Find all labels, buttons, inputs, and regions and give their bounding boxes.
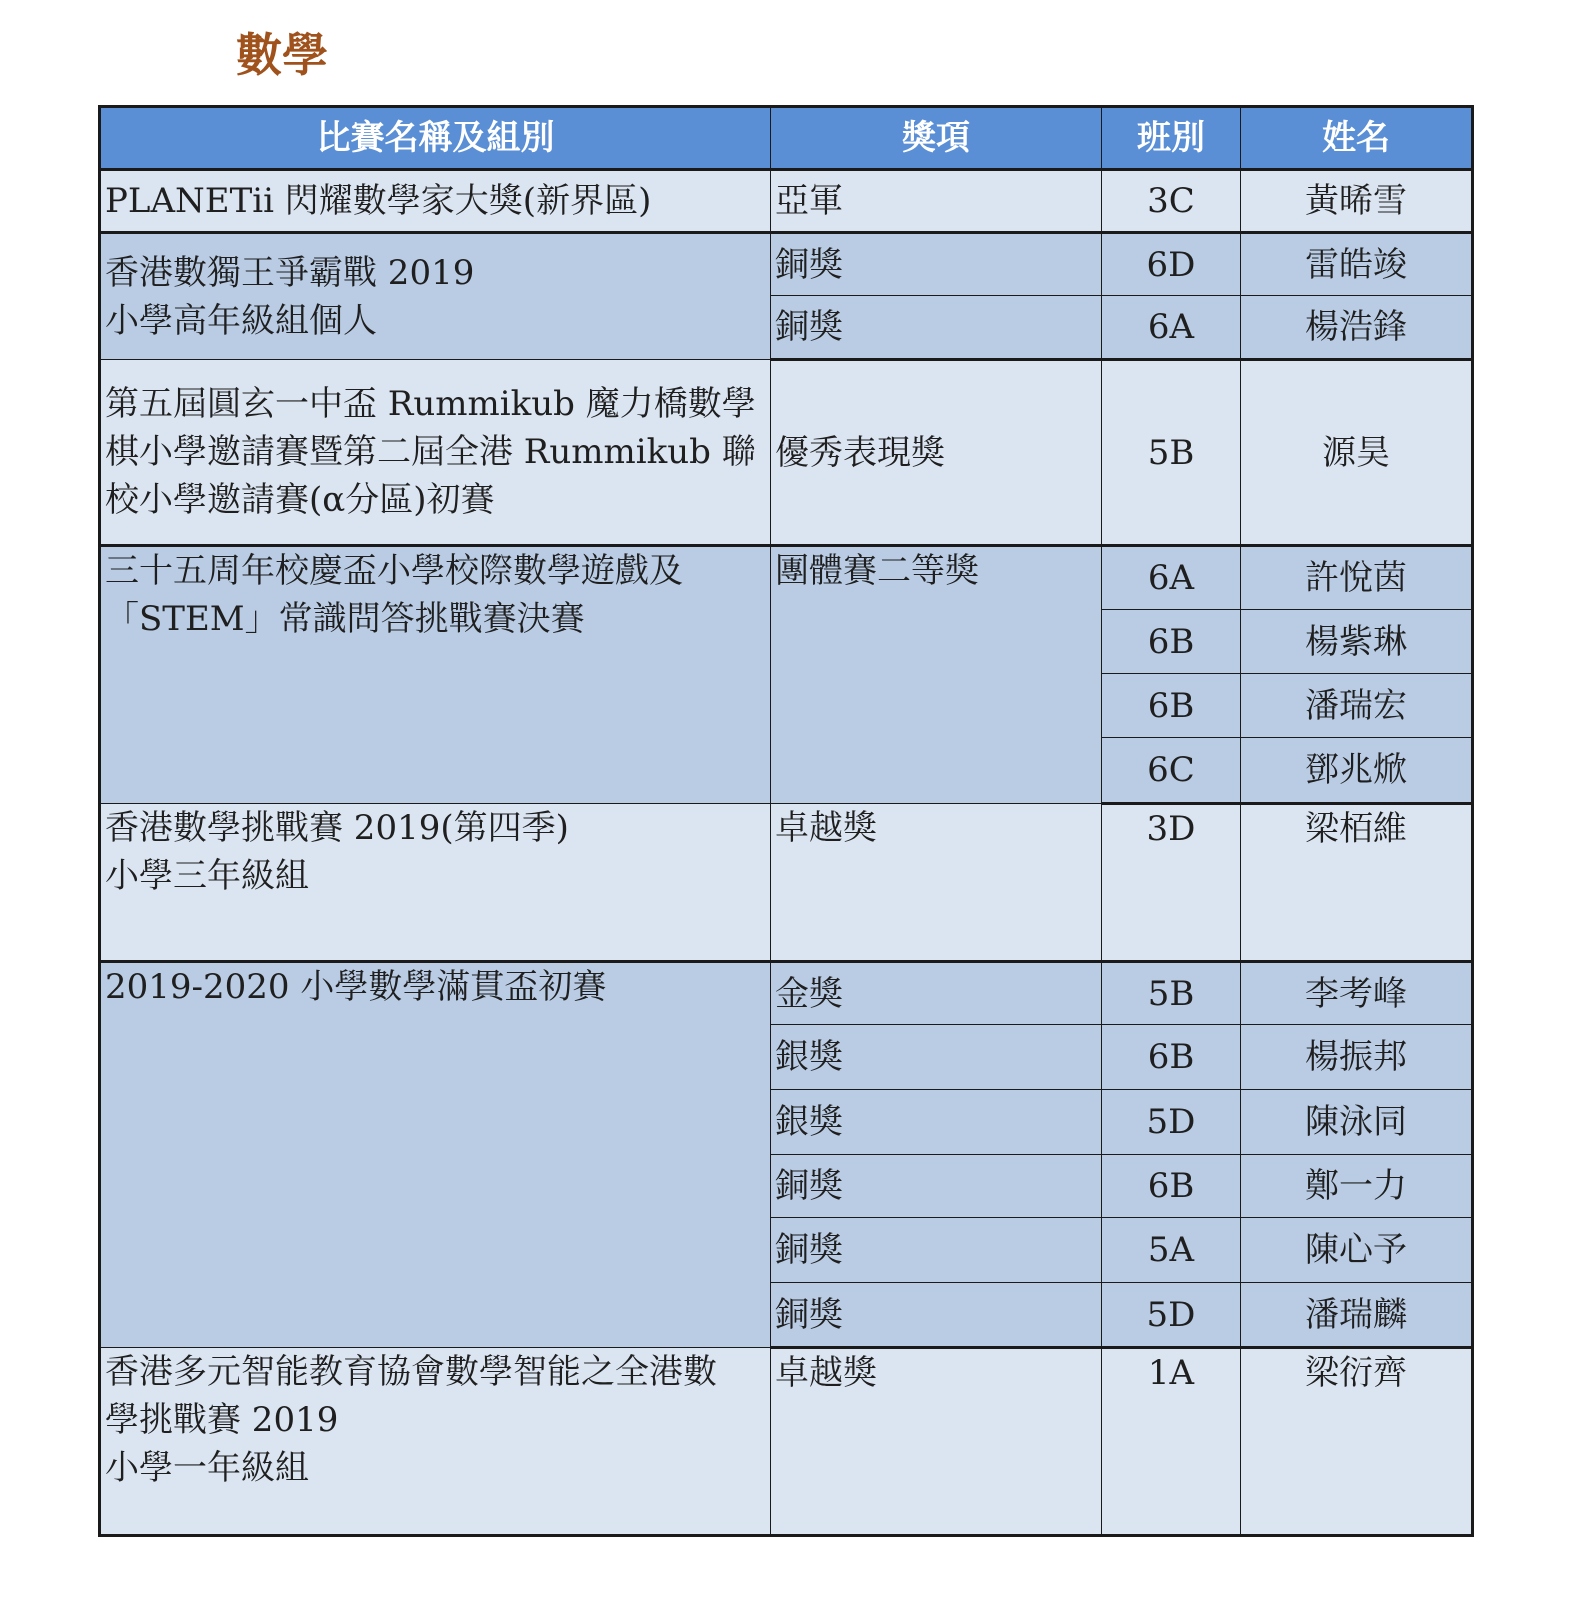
header-name: 姓名 [1241,107,1473,170]
table-row [100,546,1473,610]
student-name-cell: 雷皓竣 [1241,233,1473,296]
competition-line: 棋小學邀請賽暨第二屆全港 Rummikub 聯 [105,432,756,472]
class-cell: 1A [1102,1348,1241,1536]
table-row [100,170,1473,233]
student-name-cell: 陳泳同 [1241,1090,1473,1155]
class-cell: 3C [1102,170,1241,233]
award-cell: 銀獎 [771,1025,1102,1090]
header-class: 班別 [1102,107,1241,170]
page-title: 數學 [236,28,328,82]
table-row [100,804,1473,962]
competition-cell [100,1348,771,1536]
student-name-cell: 許悅茵 [1241,546,1473,610]
class-cell: 6B [1102,674,1241,738]
student-name-cell: 潘瑞宏 [1241,674,1473,738]
competition-line: PLANETii 閃耀數學家大獎(新界區) [105,181,652,221]
table-row [100,1348,1473,1536]
student-name-cell: 鄧兆焮 [1241,738,1473,804]
table-row [100,233,1473,296]
class-cell: 5D [1102,1283,1241,1348]
award-cell: 團體賽二等獎 [771,546,1102,804]
competition-cell [100,546,771,804]
competition-cell [100,170,771,233]
competition-line: 第五屆圓玄一中盃 Rummikub 魔力橋數學 [105,384,756,424]
competition-cell [100,360,771,546]
competition-line: 「STEM」常識問答挑戰賽決賽 [105,599,585,639]
student-name-cell: 楊振邦 [1241,1025,1473,1090]
competition-line: 香港數獨王爭霸戰 2019 [105,252,475,293]
class-cell: 6B [1102,610,1241,674]
competition-line: 香港數學挑戰賽 2019(第四季) [105,808,569,848]
class-cell: 6A [1102,546,1241,610]
competition-line: 小學一年級組 [105,1448,309,1488]
header-row [100,107,1473,170]
award-cell: 優秀表現獎 [771,360,1102,546]
student-name-cell: 源昊 [1241,360,1473,546]
header-award: 獎項 [771,107,1102,170]
award-cell: 金獎 [771,962,1102,1025]
student-name-cell: 黃晞雪 [1241,170,1473,233]
competition-cell [100,804,771,962]
student-name-cell: 陳心予 [1241,1218,1473,1283]
student-name-cell: 潘瑞麟 [1241,1283,1473,1348]
student-name-cell: 鄭一力 [1241,1155,1473,1218]
competition-line: 三十五周年校慶盃小學校際數學遊戲及 [105,551,683,591]
competition-cell [100,962,771,1348]
competition-line: 香港多元智能教育協會數學智能之全港數 [105,1352,717,1392]
award-cell: 卓越獎 [771,804,1102,962]
award-cell: 銅獎 [771,296,1102,360]
class-cell: 6D [1102,233,1241,296]
class-cell: 5D [1102,1090,1241,1155]
class-cell: 6C [1102,738,1241,804]
student-name-cell: 楊浩鋒 [1241,296,1473,360]
student-name-cell: 楊紫琳 [1241,610,1473,674]
award-cell: 銅獎 [771,1218,1102,1283]
competition-line: 小學三年級組 [105,856,309,896]
class-cell: 6B [1102,1025,1241,1090]
header-competition: 比賽名稱及組別 [100,107,771,170]
class-cell: 5B [1102,962,1241,1025]
award-cell: 銀獎 [771,1090,1102,1155]
competition-line: 2019-2020 小學數學滿貫盃初賽 [105,967,607,1007]
class-cell: 5B [1102,360,1241,546]
class-cell: 6B [1102,1155,1241,1218]
table-row [100,962,1473,1025]
class-cell: 6A [1102,296,1241,360]
competition-cell [100,233,771,360]
table-row [100,360,1473,546]
competition-line: 學挑戰賽 2019 [105,1400,339,1440]
competition-line: 小學高年級組個人 [105,300,377,341]
class-cell: 5A [1102,1218,1241,1283]
award-cell: 卓越獎 [771,1348,1102,1536]
class-cell: 3D [1102,804,1241,962]
competition-line: 校小學邀請賽(α分區)初賽 [105,480,495,520]
award-cell: 銅獎 [771,233,1102,296]
student-name-cell: 李考峰 [1241,962,1473,1025]
awards-table [98,105,1474,1537]
award-cell: 亞軍 [771,170,1102,233]
award-cell: 銅獎 [771,1155,1102,1218]
student-name-cell: 梁栢維 [1241,804,1473,962]
award-cell: 銅獎 [771,1283,1102,1348]
student-name-cell: 梁衍齊 [1241,1348,1473,1536]
